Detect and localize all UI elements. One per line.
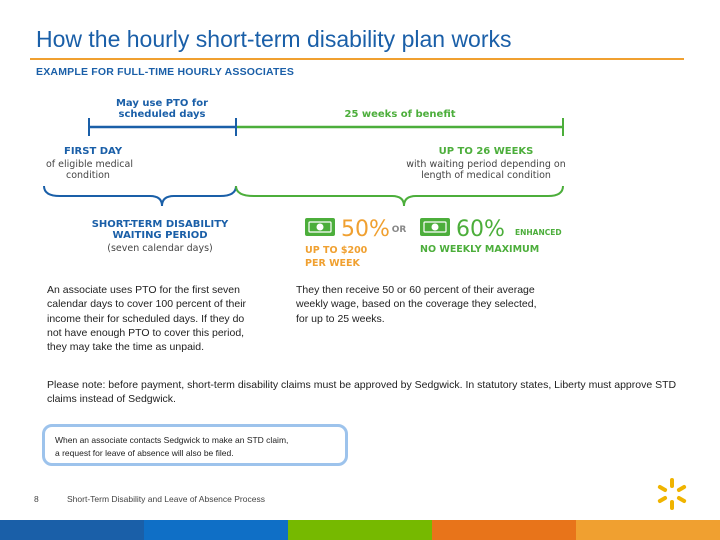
footer-bar-segment [0, 520, 144, 540]
option2-percent: 60% [456, 217, 505, 242]
end-desc-line1: with waiting period depending on [406, 159, 566, 170]
spark-icon [652, 474, 692, 514]
end-title: UP TO 26 WEEKS [438, 146, 534, 157]
benefit-bracket [236, 186, 563, 206]
waiting-period-bracket [44, 186, 236, 206]
option1-note-line1: UP TO $200 [305, 245, 368, 256]
money-icon [420, 218, 450, 236]
page-number: 8 [34, 494, 39, 504]
footer-bar-segment [288, 520, 432, 540]
waiting-desc: (seven calendar days) [107, 243, 213, 254]
footer-bar-segment [576, 520, 720, 540]
please-note-paragraph: Please note: before payment, short-term disability claims must be approved by Sedgwick. In statutory states, Liberty must approve STD claims instead of Sedgwick. [47, 379, 677, 406]
note-line-2: a request for leave of absence will also be filed. [55, 447, 234, 458]
note-box-text [55, 434, 288, 459]
option2-note: NO WEEKLY MAXIMUM [420, 244, 540, 255]
option2-tag: ENHANCED [515, 228, 562, 237]
option1-note-line2: PER WEEK [305, 258, 360, 269]
pto-label-line1: May use PTO for [115, 98, 209, 109]
end-desc-line2: length of medical condition [421, 170, 551, 181]
footer-text: Short-Term Disability and Leave of Absence Process [67, 494, 265, 504]
waiting-title-line2: WAITING PERIOD [112, 230, 208, 241]
money-icon [305, 218, 335, 236]
first-day-desc-line1: of eligible medical [46, 159, 133, 170]
benefit-label: 25 weeks of benefit [344, 109, 456, 120]
footer-bar-segment [432, 520, 576, 540]
first-day-title: FIRST DAY [64, 146, 123, 157]
note-line-1: When an associate contacts Sedgwick to make an STD claim, [55, 435, 289, 445]
waiting-title-line1: SHORT-TERM DISABILITY [91, 219, 229, 230]
page-subtitle: EXAMPLE FOR FULL-TIME HOURLY ASSOCIATES [36, 66, 295, 78]
option1-percent: 50% [341, 217, 390, 242]
or-label: OR [391, 225, 407, 235]
left-paragraph: An associate uses PTO for the first seven calendar days to cover 100 percent of their income their for scheduled days. If they do not have enough PTO to cover this period, they may take the time as unpaid. [47, 284, 247, 354]
page-title: How the hourly short-term disability plan works [36, 26, 512, 52]
first-day-desc-line2: condition [66, 170, 110, 181]
right-paragraph: They then receive 50 or 60 percent of their average weekly wage, based on the coverage they selected, for up to 25 weeks. [296, 284, 537, 325]
pto-label-line2: scheduled days [118, 109, 206, 120]
footer-bar-segment [144, 520, 288, 540]
